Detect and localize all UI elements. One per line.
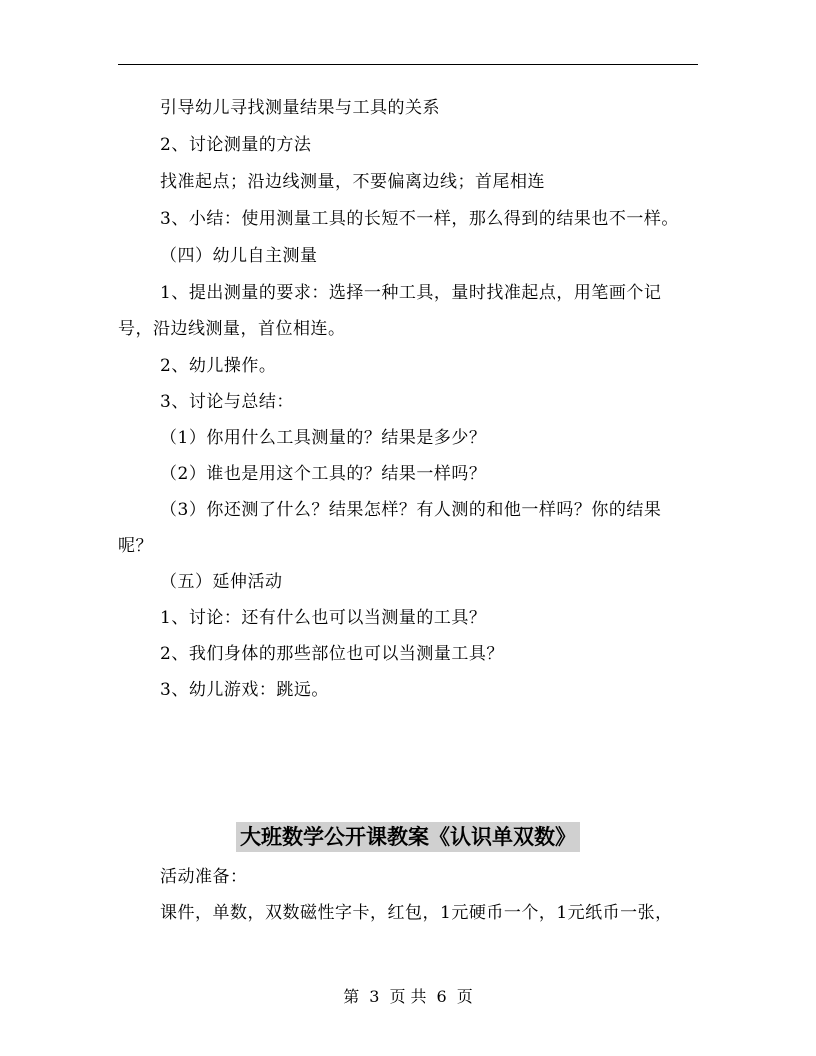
section-title: 大班数学公开课教案《认识单双数》 [236,822,580,852]
page-footer [0,986,816,1008]
body-line-15: 1、讨论：还有什么也可以当测量的工具？ [160,608,487,628]
body-line-4: 3、小结：使用测量工具的长短不一样，那么得到的结果也不一样。 [160,209,679,229]
body-line-10: （1）你用什么工具测量的？结果是多少？ [160,428,487,448]
footer-middle: 页 共 [389,987,427,1006]
body-line-9: 3、讨论与总结： [160,392,294,412]
body-line-12: （3）你还测了什么？结果怎样？有人测的和他一样吗？你的结果 [160,500,662,520]
body-line-3: 找准起点；沿边线测量，不要偏离边线；首尾相连 [160,172,545,192]
footer-prefix: 第 [343,987,360,1006]
body-line-7: 号，沿边线测量，首位相连。 [118,319,346,339]
footer-suffix: 页 [456,987,473,1006]
body-line-5: （四）幼儿自主测量 [160,246,318,266]
body-line-13: 呢？ [118,536,153,556]
section-line-1: 活动准备： [160,867,248,887]
section-line-2: 课件，单数，双数磁性字卡，红包，1元硬币一个，1元纸币一张， [160,903,673,923]
body-line-2: 2、讨论测量的方法 [160,135,312,155]
body-line-17: 3、幼儿游戏：跳远。 [160,680,329,700]
header-rule [118,64,698,65]
body-line-1: 引导幼儿寻找测量结果与工具的关系 [160,98,440,118]
footer-current-page: 3 [369,987,380,1006]
body-line-16: 2、我们身体的那些部位也可以当测量工具？ [160,644,504,664]
body-line-14: （五）延伸活动 [160,572,283,592]
body-line-6: 1、提出测量的要求：选择一种工具，量时找准起点，用笔画个记 [160,283,662,303]
body-line-11: （2）谁也是用这个工具的？结果一样吗？ [160,464,487,484]
footer-total-pages: 6 [436,987,447,1006]
body-line-8: 2、幼儿操作。 [160,356,277,376]
